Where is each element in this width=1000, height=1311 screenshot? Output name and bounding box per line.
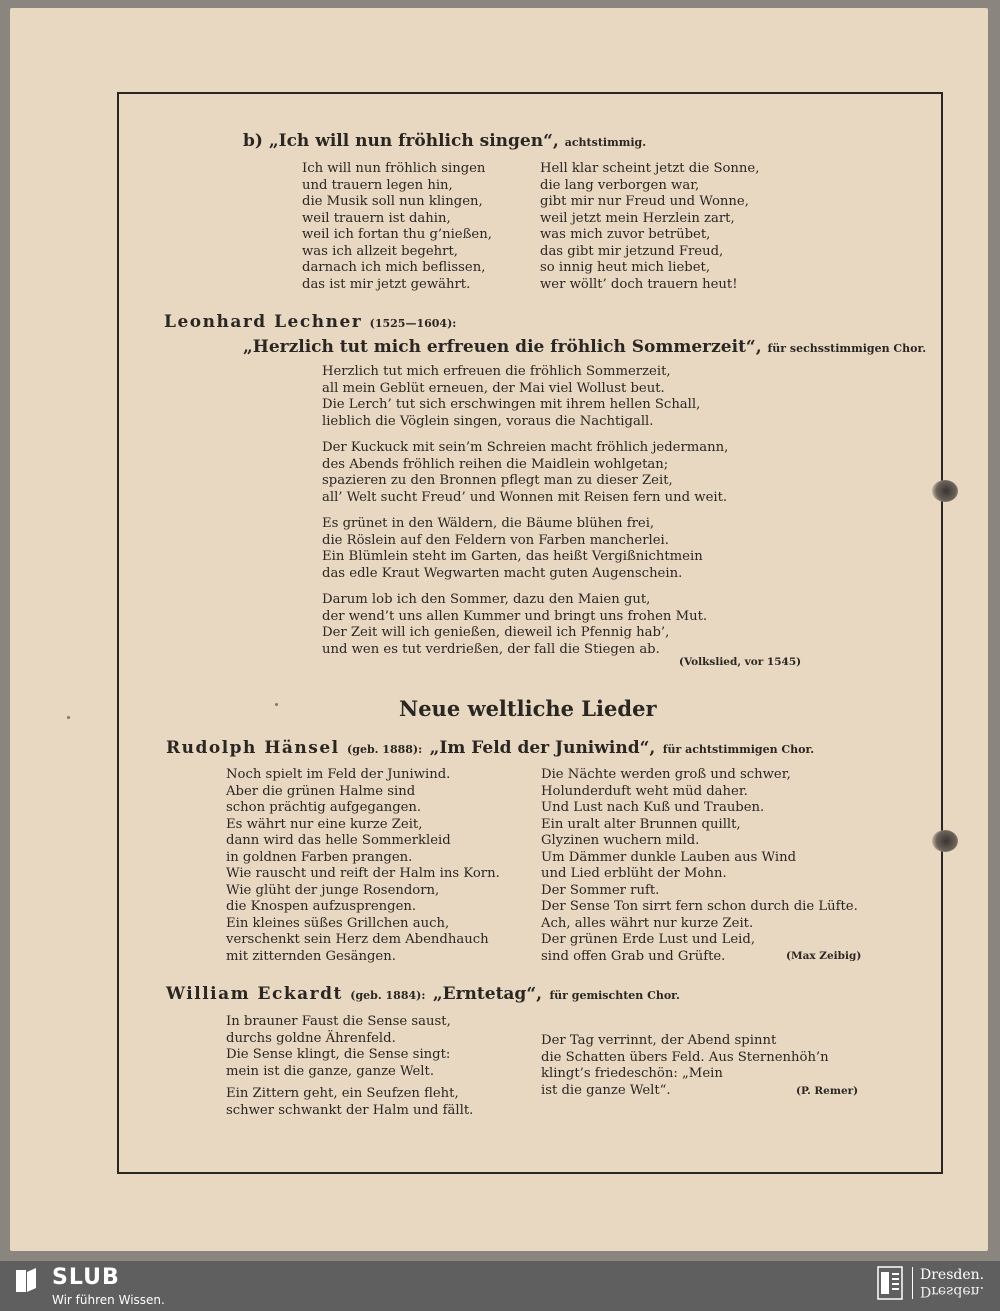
- slub-logo-icon: [12, 1266, 40, 1296]
- verse-line: die Schatten übers Feld. Aus Sternenhöh’n: [541, 1049, 829, 1065]
- verse-line: Ein uralt alter Brunnen quillt,: [541, 816, 741, 832]
- verse-line: Der Sommer ruft.: [541, 882, 660, 898]
- verse-line: weil ich fortan thu g’nießen,: [302, 227, 492, 242]
- stanza: [322, 516, 728, 582]
- song-title-text: „Herzlich tut mich erfreuen die fröhlich Sommerzeit“,: [243, 337, 762, 357]
- verse-line: klingt’s friedeschön: „Mein: [541, 1066, 723, 1081]
- city-name-mirrored: Dresden.: [920, 1283, 985, 1299]
- verse-column-right: [540, 161, 759, 293]
- verse-line: Ein kleines süßes Grillchen auch,: [226, 915, 450, 931]
- verse-line: und wen es tut verdrießen, der fall die Stiegen ab.: [322, 641, 660, 657]
- composer-name: Leonhard Lechner: [164, 312, 363, 332]
- composer-heading-lechner: [164, 312, 456, 332]
- verse-line: all’ Welt sucht Freud’ und Wonnen mit Reisen fern und weit.: [322, 489, 728, 505]
- verse-line: Herzlich tut mich erfreuen die fröhlich Sommerzeit,: [322, 364, 671, 379]
- verse-line: Der Sense Ton sirrt fern schon durch die Lüfte.: [541, 899, 858, 914]
- verse-column-right: [541, 767, 858, 965]
- library-name[interactable]: SLUB: [52, 1265, 120, 1290]
- song-title-text: b) „Ich will nun fröhlich singen“,: [243, 131, 559, 151]
- lechner-verses: [322, 364, 728, 658]
- verse-line: Und Lust nach Kuß und Trauben.: [541, 800, 765, 815]
- verse-line: lieblich die Vöglein singen, voraus die Nachtigall.: [322, 413, 654, 429]
- verse-line: Wie rauscht und reift der Halm ins Korn.: [226, 866, 500, 881]
- verse-line: ist die ganze Welt“.: [541, 1082, 671, 1098]
- verse-line: schon prächtig aufgegangen.: [226, 800, 422, 815]
- punch-hole: [932, 830, 958, 852]
- verse-line: gibt mir nur Freud und Wonne,: [540, 194, 749, 209]
- verse-line: Der Kuckuck mit sein’m Schreien macht fröhlich jedermann,: [322, 440, 729, 455]
- verse-line: Der Tag verrinnt, der Abend spinnt: [541, 1033, 777, 1048]
- verse-line: wer wöllt’ doch trauern heut!: [540, 276, 738, 292]
- library-footer: [0, 1261, 1000, 1311]
- verse-line: verschenkt sein Herz dem Abendhauch: [226, 932, 489, 947]
- verse-line: und Lied erblüht der Mohn.: [541, 866, 727, 881]
- verse-line: Der Zeit will ich genießen, dieweil ich Pfennig hab’,: [322, 625, 670, 640]
- verse-line: Die Nächte werden groß und schwer,: [541, 767, 791, 782]
- verse-line: Es währt nur eine kurze Zeit,: [226, 816, 423, 832]
- verse-line: dann wird das helle Sommerkleid: [226, 833, 451, 848]
- song-title-lechner: [243, 337, 926, 357]
- verse-line: so innig heut mich liebet,: [540, 260, 711, 275]
- city-name[interactable]: Dresden.: [920, 1267, 985, 1283]
- song-note: für sechsstimmigen Chor.: [767, 342, 927, 355]
- verse-line: der wend’t uns allen Kummer und bringt uns frohen Mut.: [322, 608, 708, 624]
- verse-column-right: [541, 1033, 829, 1099]
- verse-line: was ich allzeit begehrt,: [302, 243, 458, 259]
- song-note: für gemischten Chor.: [549, 989, 680, 1002]
- verse-line: Ein Blümlein steht im Garten, das heißt Vergißnichtmein: [322, 549, 703, 564]
- verse-line: sind offen Grab und Grüfte.: [541, 948, 726, 964]
- stanza: [226, 1086, 473, 1119]
- verse-line: das edle Kraut Wegwarten macht guten Augenschein.: [322, 565, 683, 581]
- verse-line: Ach, alles währt nur kurze Zeit.: [541, 915, 754, 931]
- verse-line: Hell klar scheint jetzt die Sonne,: [540, 161, 760, 176]
- song-note: achtstimmig.: [564, 136, 647, 149]
- library-tagline: Wir führen Wissen.: [52, 1293, 165, 1307]
- section-heading: Neue weltliche Lieder: [399, 696, 657, 721]
- lyric-credit: (P. Remer): [796, 1085, 859, 1097]
- song-note: für achtstimmigen Chor.: [662, 743, 815, 756]
- verse-line: darnach ich mich beflissen,: [302, 260, 486, 275]
- verse-line: Holunderduft weht müd daher.: [541, 783, 748, 799]
- verse-line: weil jetzt mein Herzlein zart,: [540, 210, 735, 226]
- composer-dates: (geb. 1884):: [350, 989, 426, 1002]
- composer-dates: (1525—1604):: [369, 317, 457, 330]
- stanza: [322, 440, 728, 506]
- stanza: [322, 592, 728, 658]
- stanza: [226, 1014, 473, 1080]
- verse-line: Darum lob ich den Sommer, dazu den Maien gut,: [322, 592, 651, 607]
- lyric-credit: (Max Zeibig): [786, 950, 862, 962]
- verse-line: Glyzinen wuchern mild.: [541, 833, 700, 848]
- verse-line: des Abends fröhlich reihen die Maidlein wohlgetan;: [322, 456, 669, 472]
- verse-line: mit zitternden Gesängen.: [226, 948, 396, 964]
- verse-line: Die Sense klingt, die Sense singt:: [226, 1047, 451, 1062]
- verse-line: und trauern legen hin,: [302, 177, 453, 193]
- lyric-credit: (Volkslied, vor 1545): [679, 656, 802, 668]
- verse-line: Es grünet in den Wäldern, die Bäume blühen frei,: [322, 516, 655, 531]
- verse-line: die Musik soll nun klingen,: [302, 194, 483, 209]
- composer-name: Rudolph Hänsel: [166, 738, 340, 758]
- verse-line: schwer schwankt der Halm und fällt.: [226, 1102, 474, 1118]
- verse-line: Noch spielt im Feld der Juniwind.: [226, 767, 451, 782]
- verse-line: weil trauern ist dahin,: [302, 210, 451, 226]
- song-title-text: „Im Feld der Juniwind“,: [429, 738, 656, 758]
- verse-line: die Knospen aufzusprengen.: [226, 899, 417, 914]
- verse-line: In brauner Faust die Sense saust,: [226, 1014, 451, 1029]
- verse-line: Aber die grünen Halme sind: [226, 783, 416, 799]
- city-crest-icon: [877, 1266, 903, 1300]
- composer-heading-haensel: [166, 738, 814, 758]
- stanza: [322, 364, 728, 430]
- verse-line: Wie glüht der junge Rosendorn,: [226, 882, 440, 898]
- verse-column-left: [226, 767, 500, 965]
- verse-line: die Röslein auf den Feldern von Farben mancherlei.: [322, 532, 669, 548]
- composer-heading-eckardt: [166, 984, 680, 1004]
- punch-hole: [932, 480, 958, 502]
- footer-divider: [912, 1267, 913, 1299]
- verse-column-left: [302, 161, 492, 293]
- verse-line: Ein Zittern geht, ein Seufzen fleht,: [226, 1086, 459, 1101]
- composer-name: William Eckardt: [166, 984, 343, 1004]
- verse-line: das ist mir jetzt gewährt.: [302, 276, 471, 292]
- verse-line: Die Lerch’ tut sich erschwingen mit ihrem hellen Schall,: [322, 397, 701, 412]
- verse-line: in goldnen Farben prangen.: [226, 849, 413, 865]
- verse-line: all mein Geblüt erneuen, der Mai viel Wollust beut.: [322, 380, 665, 396]
- verse-line: Ich will nun fröhlich singen: [302, 161, 486, 176]
- verse-line: die lang verborgen war,: [540, 177, 700, 193]
- paper-speck: [275, 703, 278, 706]
- verse-line: mein ist die ganze, ganze Welt.: [226, 1063, 435, 1079]
- verse-line: das gibt mir jetzund Freud,: [540, 243, 724, 259]
- verse-line: durchs goldne Ährenfeld.: [226, 1030, 396, 1046]
- verse-line: Der grünen Erde Lust und Leid,: [541, 932, 756, 947]
- song-title-b: [243, 131, 646, 151]
- verse-line: was mich zuvor betrübet,: [540, 227, 711, 242]
- paper-speck: [67, 716, 70, 719]
- verse-column-left: [226, 1014, 473, 1119]
- composer-dates: (geb. 1888):: [347, 743, 423, 756]
- verse-line: Um Dämmer dunkle Lauben aus Wind: [541, 849, 797, 865]
- verse-line: spazieren zu den Bronnen pflegt man zu dieser Zeit,: [322, 473, 673, 488]
- song-title-text: „Erntetag“,: [432, 984, 543, 1004]
